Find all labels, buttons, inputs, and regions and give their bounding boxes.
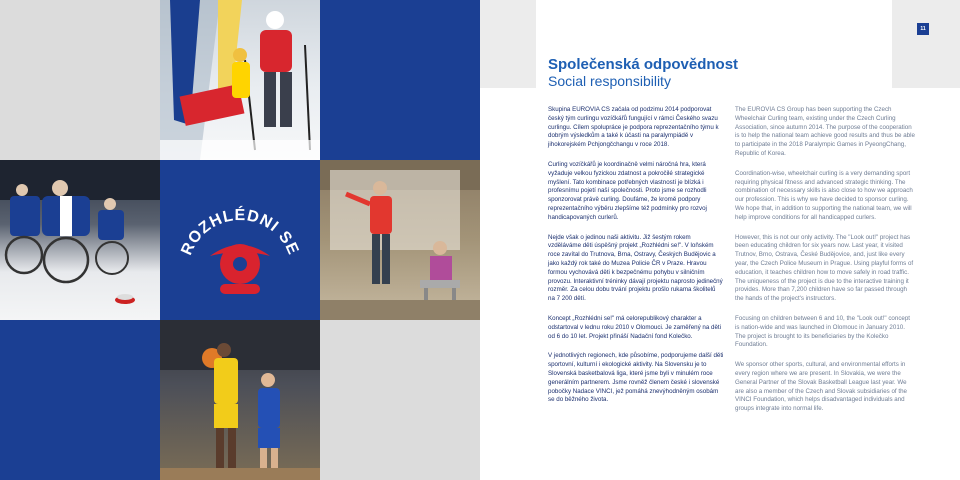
paragraph-cz: Curling vozíčkářů je koordinačně velmi náročná hra, která vyžaduje velkou fyzickou zdatnost a pokročilé strategické myšlení. Tato kombinace potřebných vlastností je blízká i profesnímu pojetí naší společnosti. Proto jsme se rozhodli sponzorovat právě curling. Doufáme, že kromě podpory reprezentačního výběru zlepšíme též podmínky pro rozvoj handicapovaných curlerů.	[548, 160, 707, 221]
blue-block	[320, 0, 480, 160]
english-text-column	[735, 106, 915, 425]
paragraph-en: However, this is not our only activity. The "Look out!" project has been educating children for six years now. Last year, it visited Trutnov, Brno, Ostrava, České Budějovice, and, just like every year, the Czech Police Museum in Prague. Using playful forms of education, it teaches children how to move safely in road traffic. The uniqueness of the project is due to the interactive training it provides. More than 7,200 children have so far passed through the hands of the project's instructors.	[735, 233, 914, 303]
page-title-en: Social responsibility	[548, 73, 671, 89]
logo-wordmark: ROZHLÉDNI SE	[178, 206, 302, 258]
paralympic-skier-photo	[160, 0, 320, 160]
czech-text-column	[548, 106, 724, 416]
page-number: 11	[917, 23, 929, 35]
paragraph-en: We sponsor other sports, cultural, and environmental efforts in every region where we are present. In Slovakia, we were the General Partner of the Slovak Basketball League last year. We are also a member of the Czech and Slovak subsidiaries of the VINCI Foundation, which helps disadvantaged individuals and groups integrate into normal life.	[735, 361, 907, 413]
page-number-tab	[902, 0, 960, 68]
paragraph-cz: V jednotlivých regionech, kde působíme, podporujeme další děti sportovní, kulturní i ekologické aktivity. Na Slovensku je to Slovenská basketbalová liga, které jsme byli v minulém roce generálním partnerem. Jsme rovněž členem české i slovenské pobočky Nadace VINCI, jež pomáhá znevýhodněným osobám se do běžného života.	[548, 352, 724, 404]
text-page	[480, 0, 960, 480]
paragraph-cz: Koncept „Rozhlédni se!" má celorepublikový charakter a odstartoval v lednu roku 2010 v Olomouci. Je zaměřený na děti od 6 do 10 let. Projekt přináší Nadační fond Kolečko.	[548, 314, 721, 340]
paragraph-en: Focusing on children between 6 and 10, the "Look out!" concept is nation-wide and was launched in Olomouc in January 2010. The project is brought to its beneficiaries by the Kolečko Foundation.	[735, 314, 911, 349]
paragraph-en: The EUROVIA CS Group has been supporting the Czech Wheelchair Curling team, existing under the Czech Curling Association, since autumn 2014. The purpose of the cooperation is to help the national team achieve good results and thus be able to participate in the 2018 Paralympic Games in PyeongChang, Republic of Korea.	[735, 106, 915, 157]
basketball-game-photo	[160, 320, 320, 480]
rozhledni-se-logo	[160, 160, 320, 320]
wheelchair-curling-photo	[0, 160, 160, 320]
blue-block	[0, 320, 160, 480]
page-title-cz: Společenská odpovědnost	[548, 56, 739, 73]
paragraph-cz: Nejde však o jedinou naši aktivitu. Již šestým rokem vzděláváme děti úspěšný projekt „Rozhlédni se!". V loňském roce zavítal do Trutnova, Brna, Ostravy, Českých Budějovic a jako každý rok také do Muzea Policie ČR v Praze. Hravou formou vychovává děti k bezpečnému pohybu v silničním provozu. Interaktivní tréninky dávají projektu naprosto jedinečný rozměr. Za celou dobu trvání projektu prošlo rukama školitelů na 7 200 dětí.	[548, 233, 723, 303]
grey-block	[0, 0, 160, 160]
grey-block	[320, 320, 480, 480]
school-presentation-photo	[320, 160, 480, 320]
paragraph-cz: Skupina EUROVIA CS začala od podzimu 2014 podporovat český tým curlingu vozíčkářů fungující v rámci Českého svazu curlingu. Cílem spolupráce je podpora reprezentačního týmu k dobrým výsledkům a také k účasti na paralympiádě v jihokorejském Pchjongčchangu v roce 2018.	[548, 106, 719, 149]
paragraph-en: Coordination-wise, wheelchair curling is a very demanding sport requiring physical fitness and advanced strategic thinking. The combination of necessary skills is also close to how we approach our profession. This is why we have decided to sponsor curling. We hope that, in addition to supporting the national team, we will help improve conditions for all handicapped curlers.	[735, 169, 913, 221]
